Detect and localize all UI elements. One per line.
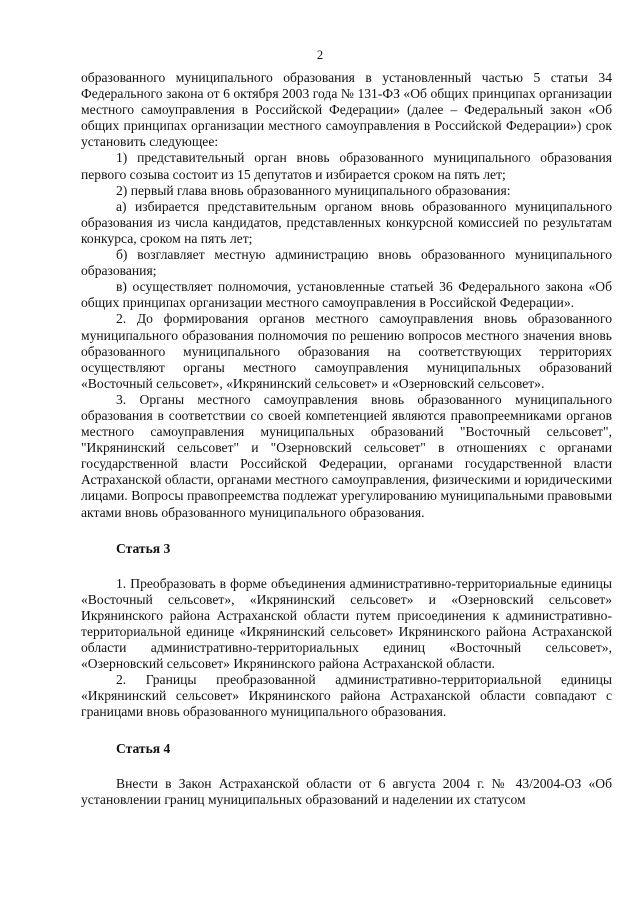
paragraph: а) избирается представительным органом вновь образованного муниципального образования из числа кандидатов, представленных конкурсной комиссией по результатам конкурса, сроком на пять лет; bbox=[81, 198, 612, 246]
article-3-heading: Статья 3 bbox=[116, 540, 171, 556]
document-body bbox=[81, 70, 612, 808]
paragraph: 1) представительный орган вновь образованного муниципального образования первого созыва состоит из 15 депутатов и избирается сроком на пять лет; bbox=[81, 150, 612, 182]
paragraph: 1. Преобразовать в форме объединения административно-территориальные единицы «Восточный сельсовет», «Икрянинский сельсовет» и «Озерновский сельсовет» Икрянинского района Астраханской области путем присоединения к административно-территориальной единице «Икрянинский сельсовет» Икрянинского района Астраханской области административно-территориальных единиц «Восточный сельсовет», «Озерновский сельсовет» Икрянинского района Астраханской области. bbox=[81, 575, 612, 672]
paragraph: 2. До формирования органов местного самоуправления вновь образованного муниципального образования полномочия по решению вопросов местного значения вновь образованного муниципального образования на соответствующих территориях осуществляют органы местного самоуправления муниципальных образований «Восточный сельсовет», «Икрянинский сельсовет» и «Озерновский сельсовет». bbox=[81, 311, 612, 391]
paragraph: образованного муниципального образования в установленный частью 5 статьи 34 Федерального закона от 6 октября 2003 года № 131-ФЗ «Об общих принципах организации местного самоуправления в Российской Федерации» (далее – Федеральный закон «Об общих принципах организации местного самоуправления в Российской Федерации») срок установить следующее: bbox=[81, 70, 612, 150]
paragraph: б) возглавляет местную администрацию вновь образованного муниципального образования; bbox=[81, 247, 612, 279]
paragraph: 2) первый глава вновь образованного муниципального образования: bbox=[116, 182, 511, 198]
article-4-heading: Статья 4 bbox=[116, 740, 171, 756]
paragraph: 2. Границы преобразованной административно-территориальной единицы «Икрянинский сельсовет» Икрянинского района Астраханской области совпадают с границами вновь образованного муниципального образования. bbox=[81, 672, 612, 720]
page-number: 2 bbox=[316, 48, 324, 62]
paragraph: Внести в Закон Астраханской области от 6 августа 2004 г. № 43/2004-ОЗ «Об установлении границ муниципальных образований и наделении их статусом bbox=[81, 775, 612, 807]
paragraph: в) осуществляет полномочия, установленные статьей 36 Федерального закона «Об общих принципах организации местного самоуправления в Российской Федерации». bbox=[81, 279, 612, 311]
paragraph: 3. Органы местного самоуправления вновь образованного муниципального образования в соответствии со своей компетенцией являются правопреемниками органов местного самоуправления муниципальных образований "Восточный сельсовет", "Икрянинский сельсовет" и "Озерновский сельсовет" в отношениях с органами государственной власти Российской Федерации, органами государственной власти Астраханской области, органами местного самоуправления, физическими и юридическими лицами. Вопросы правопреемства подлежат урегулированию муниципальными правовыми актами вновь образованного муниципального образования. bbox=[81, 391, 612, 520]
